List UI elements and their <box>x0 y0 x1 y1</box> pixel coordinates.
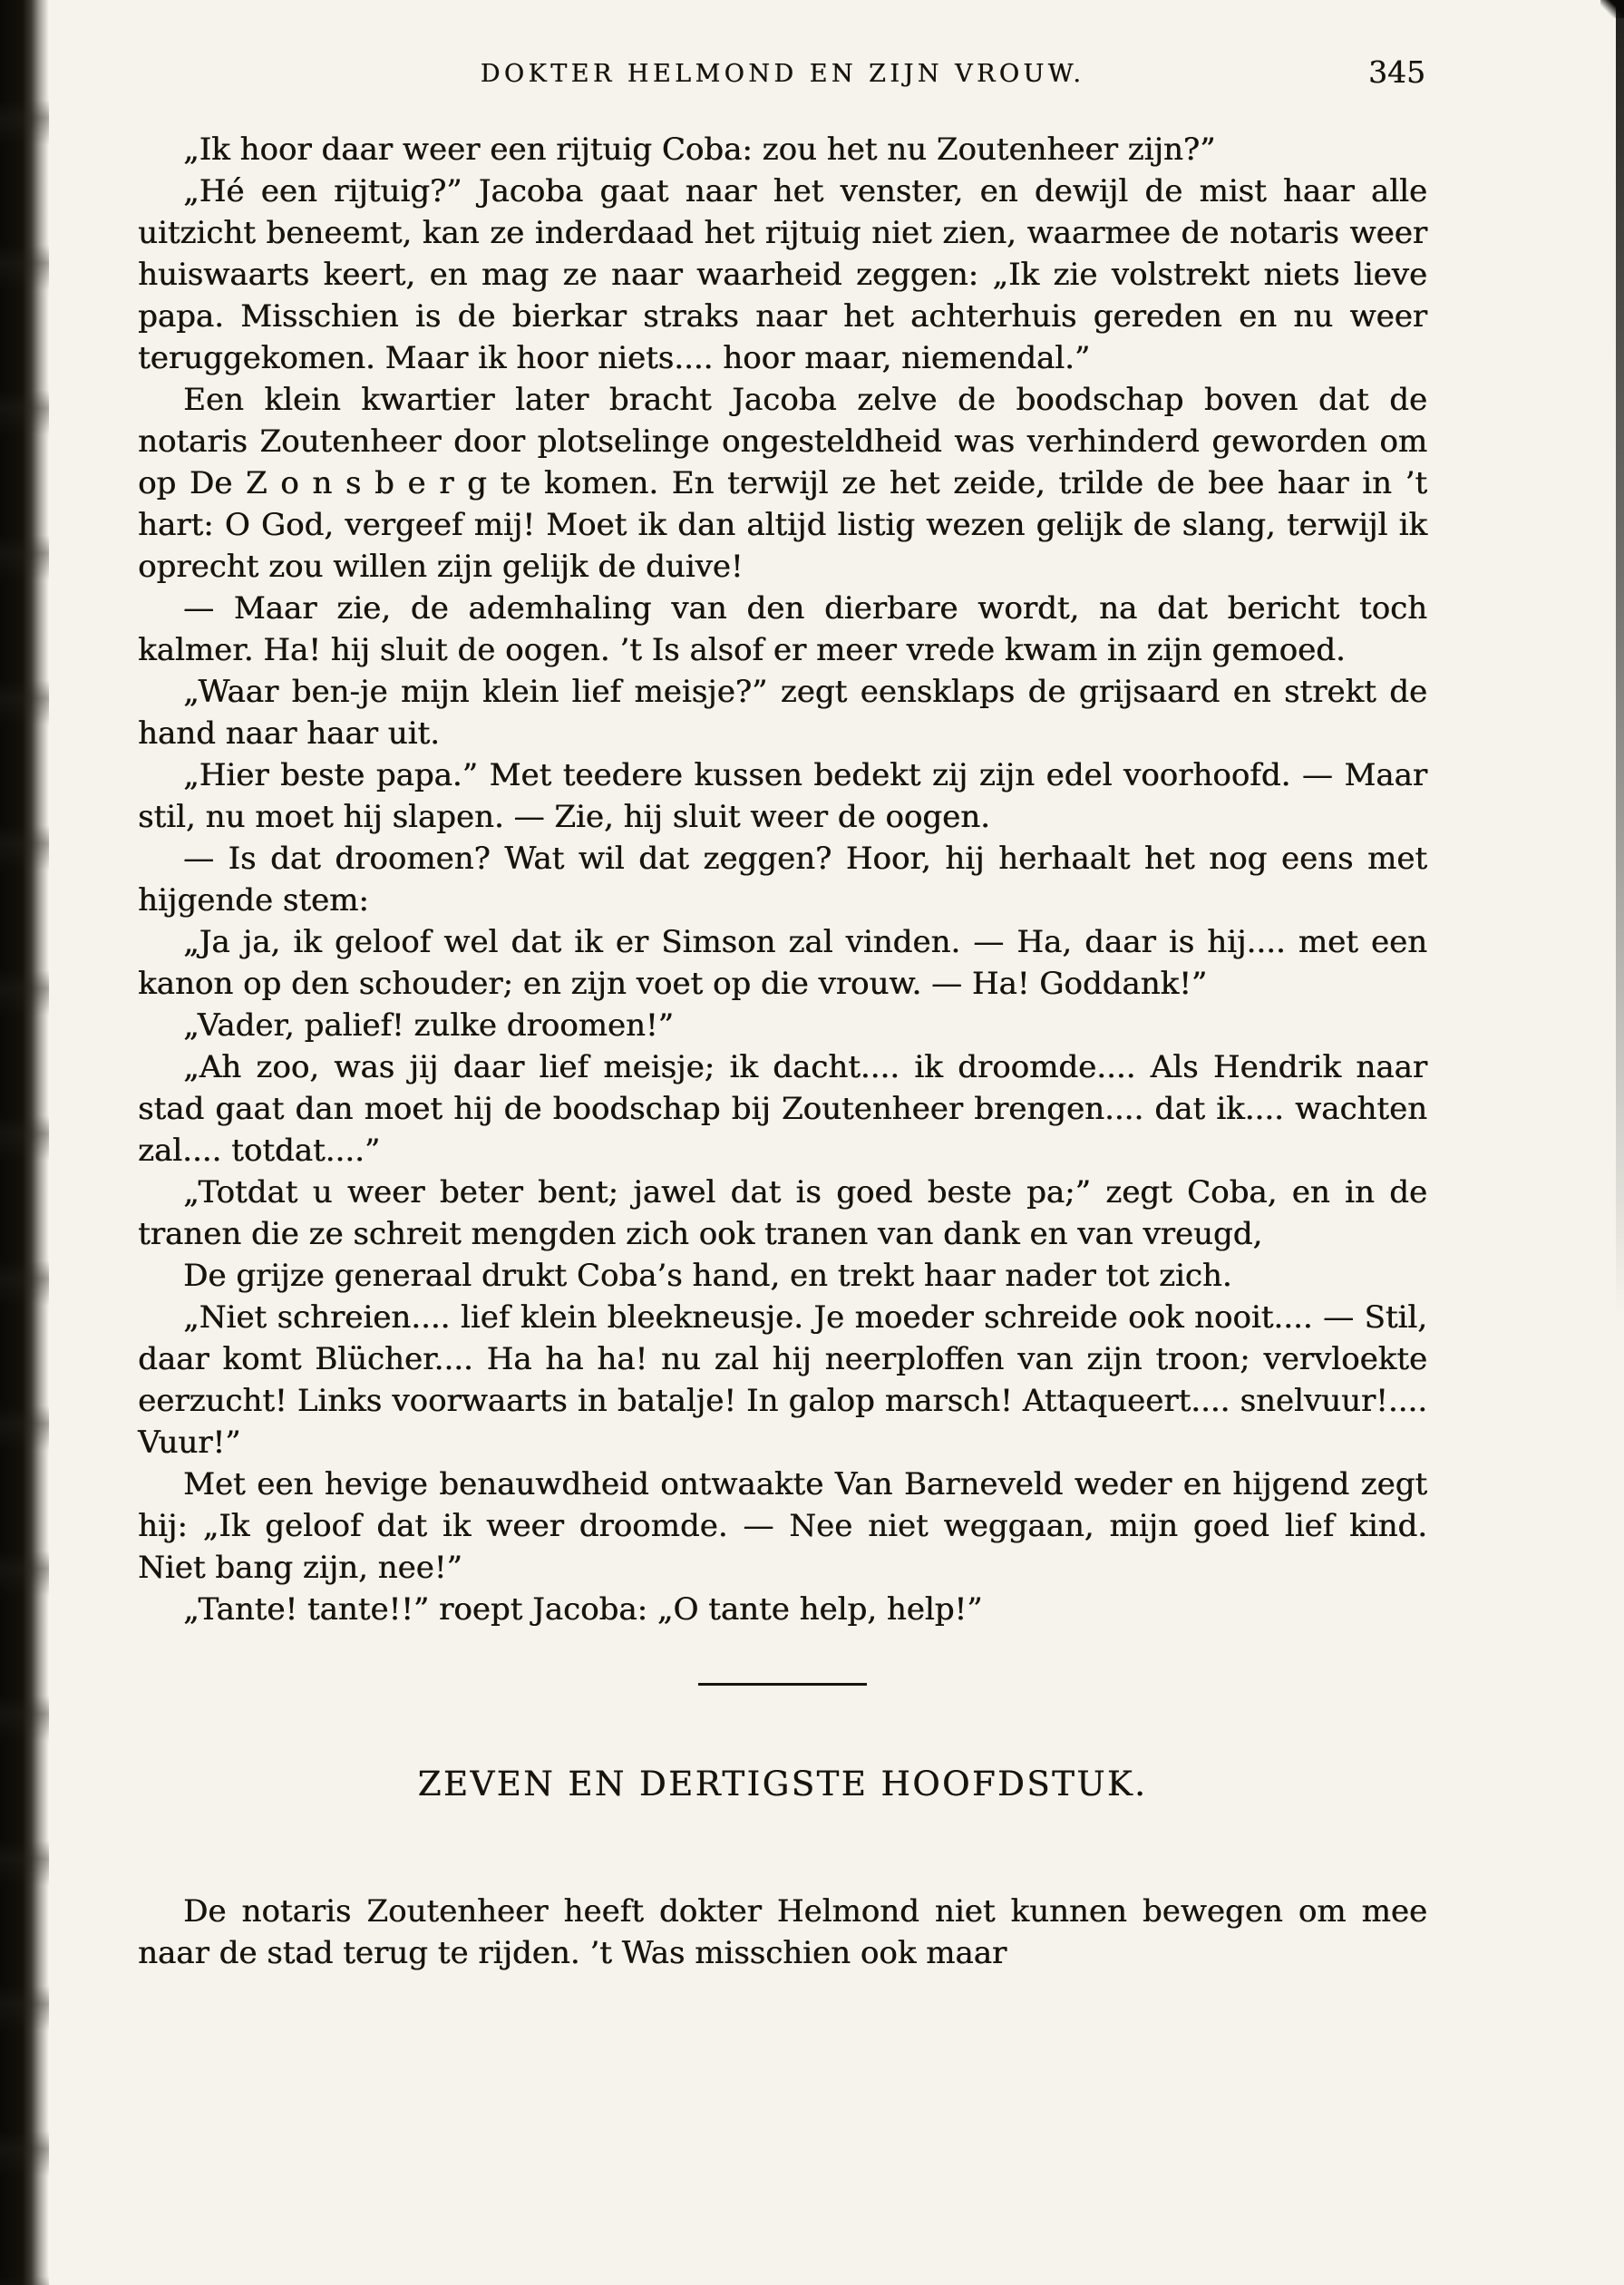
paragraph: „Hé een rijtuig?” Jacoba gaat naar het venster, en dewijl de mist haar alle uitzicht beneemt, kan ze inderdaad het rijtuig niet zien, waarmee de notaris weer huiswaarts keert, en mag ze naar waarheid zeggen: „Ik zie volstrekt niets lieve papa. Misschien is de bierkar straks naar het achterhuis gereden en nu weer teruggekomen. Maar ik hoor niets.... hoor maar, niemendal.” <box>138 173 1427 376</box>
scan-right-edge <box>1616 0 1624 1315</box>
paragraph: „Hier beste papa.” Met teedere kussen bedekt zij zijn edel voorhoofd. — Maar stil, nu moet hij slapen. — Zie, hij sluit weer de oogen. <box>138 757 1427 835</box>
page-header <box>138 54 1427 100</box>
section-divider <box>698 1683 867 1686</box>
paragraph: „Waar ben-je mijn klein lief meisje?” zegt eensklaps de grijsaard en strekt de hand naar haar uit. <box>138 674 1427 752</box>
scan-gutter-edge <box>0 0 49 2285</box>
paragraph: „Ik hoor daar weer een rijtuig Coba: zou het nu Zoutenheer zijn?” <box>183 131 1216 168</box>
paragraph: Een klein kwartier later bracht Jacoba zelve de boodschap boven dat de notaris Zoutenheer door plotselinge ongesteldheid was verhinderd geworden om op De Z o n s b e r g te komen. En terwijl ze het zeide, trilde de bee haar in ’t hart: O God, vergeef mij! Moet ik dan altijd listig wezen gelijk de slang, terwijl ik oprecht zou willen zijn gelijk de duive! <box>138 382 1427 585</box>
page-body <box>138 129 1427 1974</box>
running-title: DOKTER HELMOND EN ZIJN VROUW. <box>480 60 1085 88</box>
paragraph: — Is dat droomen? Wat wil dat zeggen? Hoor, hij herhaalt het nog eens met hijgende stem: <box>138 841 1427 919</box>
paragraph: „Niet schreien.... lief klein bleekneusje. Je moeder schreide ook nooit.... — Stil, daar komt Blücher.... Ha ha ha! nu zal hij neerploffen van zijn troon; vervloekte eerzucht! Links voorwaarts in batalje! In galop marsch! Attaqueert.... snelvuur!.... Vuur!” <box>138 1299 1427 1461</box>
scan-corner-mark <box>1600 0 1624 18</box>
paragraph: „Vader, palief! zulke droomen!” <box>183 1007 674 1044</box>
paragraph: „Ja ja, ik geloof wel dat ik er Simson zal vinden. — Ha, daar is hij.... met een kanon op den schouder; en zijn voet op die vrouw. — Ha! Goddank!” <box>138 924 1427 1002</box>
page-number: 345 <box>1368 54 1425 90</box>
paragraph: „Tante! tante!!” roept Jacoba: „O tante help, help!” <box>183 1591 983 1628</box>
chapter-heading: ZEVEN EN DERTIGSTE HOOFDSTUK. <box>417 1765 1148 1804</box>
paragraph: „Ah zoo, was jij daar lief meisje; ik dacht.... ik droomde.... Als Hendrik naar stad gaat dan moet hij de boodschap bij Zoutenheer brengen.... dat ik.... wachten zal.... totdat....” <box>138 1049 1427 1169</box>
paragraph: De notaris Zoutenheer heeft dokter Helmond niet kunnen bewegen om mee naar de stad terug te rijden. ’t Was misschien ook maar <box>138 1893 1427 1971</box>
paragraph: Met een hevige benauwdheid ontwaakte Van Barneveld weder en hijgend zegt hij: „Ik geloof dat ik weer droomde. — Nee niet weggaan, mijn goed lief kind. Niet bang zijn, nee!” <box>138 1466 1427 1586</box>
paragraph: „Totdat u weer beter bent; jawel dat is goed beste pa;” zegt Coba, en in de tranen die ze schreit mengden zich ook tranen van dank en van vreugd, <box>138 1174 1427 1252</box>
paragraph: De grijze generaal drukt Coba’s hand, en trekt haar nader tot zich. <box>183 1258 1232 1294</box>
paragraph: — Maar zie, de ademhaling van den dierbare wordt, na dat bericht toch kalmer. Ha! hij sluit de oogen. ’t Is alsof er meer vrede kwam in zijn gemoed. <box>138 590 1427 668</box>
